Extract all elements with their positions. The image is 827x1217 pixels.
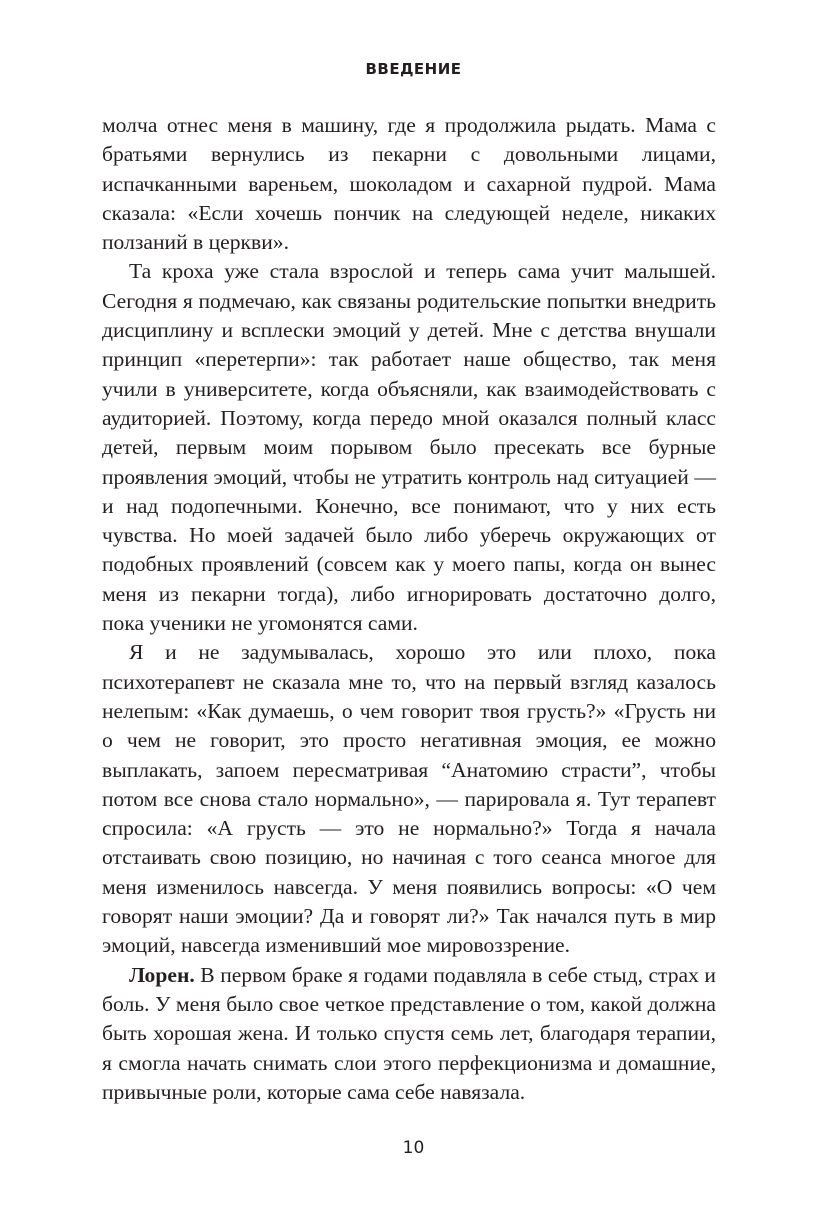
speaker-name: Лорен.: [129, 962, 195, 987]
paragraph: Та кроха уже стала взрослой и теперь сама учит малышей. Сегодня я подмечаю, как связаны родительские попытки внедрить дисциплину и всплески эмоций у детей. Мне с детства внушали принцип «перетерпи»: так работает наше общество, так меня учили в университете, когда объясняли, как взаимодействовать с аудиторией. Поэтому, когда передо мной оказался полный класс детей, первым моим порывом было пресекать все бурные проявления эмоций, чтобы не утратить контроль над ситуацией — и над подопечными. Конечно, все понимают, что у них есть чувства. Но моей задачей было либо уберечь окружающих от подобных проявлений (совсем как у моего папы, когда он вынес меня из пекарни тогда), либо игнорировать достаточно долго, пока ученики не угомонятся сами.: [102, 259, 716, 636]
body-text: [102, 111, 716, 1107]
paragraph: молча отнес меня в машину, где я продолжила рыдать. Мама с братьями вернулись из пекарни с довольными лицами, испачканными вареньем, шоколадом и сахарной пудрой. Мама сказала: «Если хочешь пончик на следующей неделе, никаких ползаний в церкви».: [102, 113, 716, 255]
running-head: ВВЕДЕНИЕ: [365, 60, 462, 78]
paragraph: Я и не задумывалась, хорошо это или плохо, пока психотерапевт не сказала мне то, что на первый взгляд казалось нелепым: «Как думаешь, о чем говорит твоя грусть?» «Грусть ни о чем не говорит, это просто негативная эмоция, ее можно выплакать, запоем пересматривая “Анатомию страсти”, чтобы потом все снова стало нормально», — парировала я. Тут терапевт спросила: «А грусть — это не нормально?» Тогда я начала отстаивать свою позицию, но начиная с того сеанса многое для меня изменилось навсегда. У меня появились вопросы: «О чем говорят наши эмоции? Да и говорят ли?» Так начался путь в мир эмоций, навсегда изменивший мое мировоззрение.: [102, 640, 716, 958]
page-number: 10: [402, 1138, 425, 1158]
paragraph-text: В первом браке я годами подавляла в себе стыд, страх и боль. У меня было свое четкое представление о том, какой должна быть хорошая жена. И только спустя семь лет, благодаря терапии, я смогла начать снимать слои этого перфекционизма и домашние, привычные роли, которые сама себе навязала.: [102, 962, 716, 1104]
paragraph: [102, 961, 716, 1107]
